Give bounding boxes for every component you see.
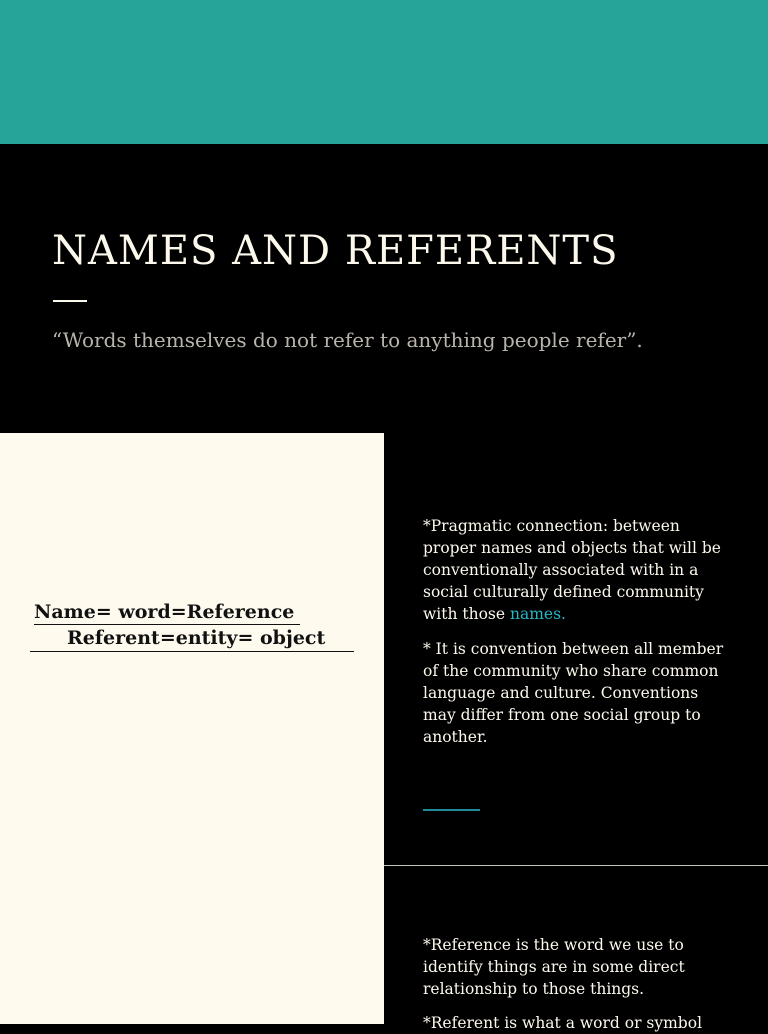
reference-panel: [384, 866, 768, 1032]
reference-paragraph: *Reference is the word we use to identify things are in some direct relationship to those things.: [423, 936, 685, 998]
pragmatic-connection-paragraph: [423, 515, 735, 625]
slide-title: NAMES AND REFERENTS: [52, 228, 619, 274]
slide-quote: “Words themselves do not refer to anything people refer”.: [52, 328, 643, 352]
names-link[interactable]: names.: [509, 605, 566, 623]
pragmatic-connection-text: *Pragmatic connection: between proper names and objects that will be conventionally associated with in a social culturally defined community with those: [423, 517, 721, 623]
equation-line-referent: Referent=entity= object: [67, 627, 326, 649]
accent-rule: [423, 809, 480, 811]
convention-paragraph: * It is convention between all member of the community who share common language and culture. Conventions may differ from one social group to another.: [423, 640, 724, 746]
equation-line-name: Name= word=Reference: [34, 600, 300, 625]
title-slide: [0, 144, 768, 433]
pragmatic-connection-panel: [384, 433, 768, 865]
top-color-band: [0, 0, 768, 144]
title-underline-rule: [53, 300, 87, 302]
referent-paragraph: *Referent is what a word or symbol: [423, 1014, 703, 1032]
equation-underline-rule: [30, 651, 354, 652]
equation-panel: [0, 433, 384, 1024]
